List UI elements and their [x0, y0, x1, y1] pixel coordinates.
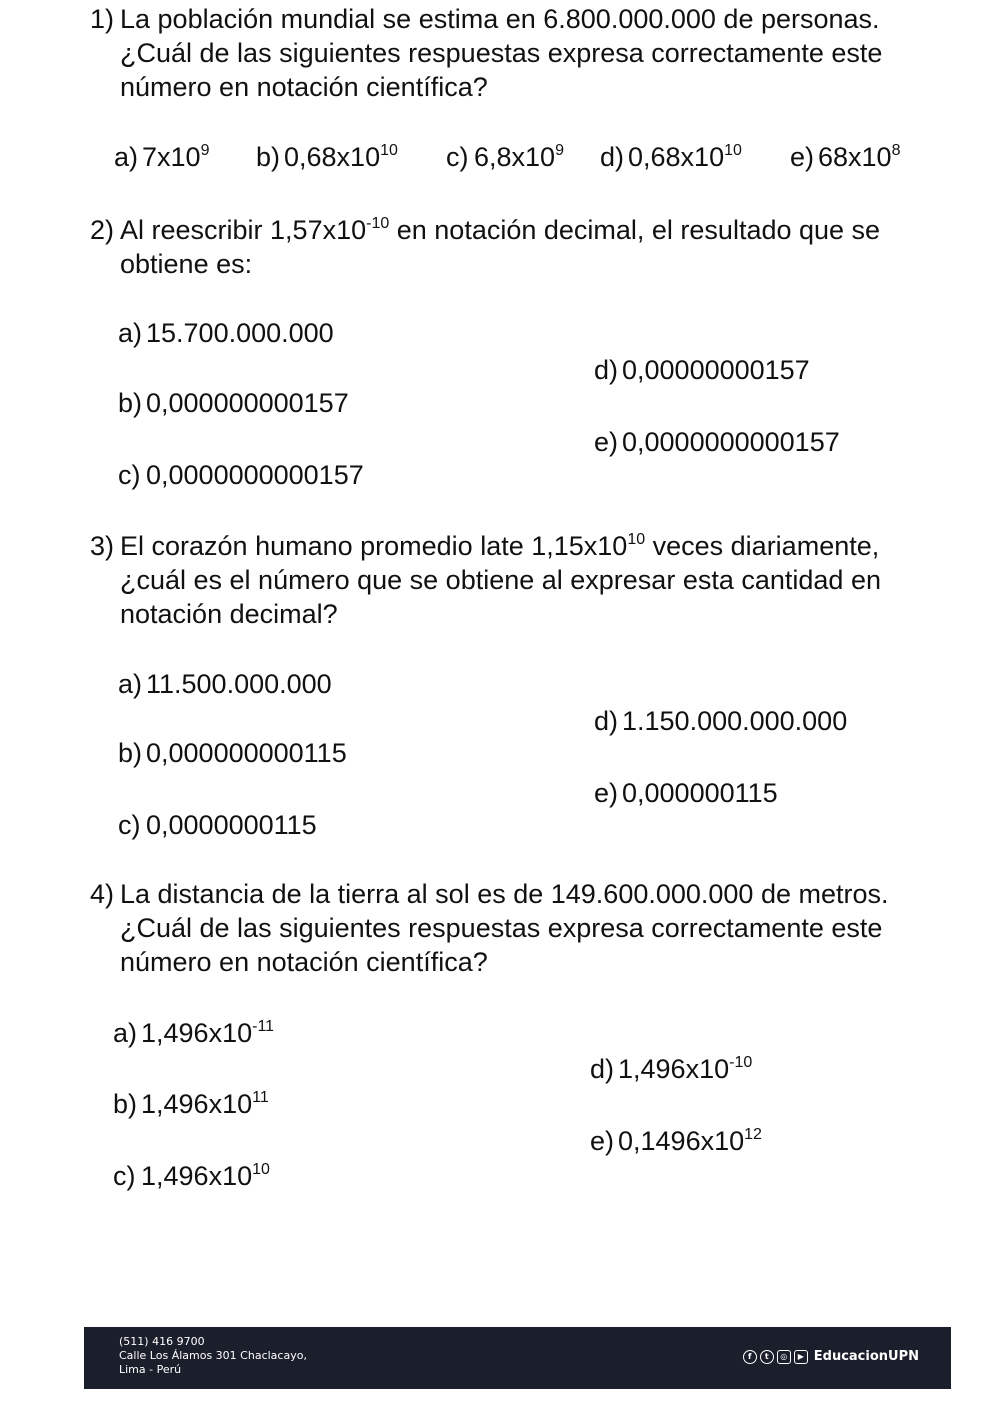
q1-option-c[interactable]: c) $6,8x10^9$ — [446, 142, 564, 172]
q3-option-a[interactable]: a) 11.500.000.000 — [118, 669, 332, 699]
instagram-icon[interactable]: ◎ — [777, 1350, 791, 1364]
question-1 — [90, 2, 950, 104]
q3-option-c[interactable]: c) 0,0000000115 — [118, 810, 317, 840]
q3-option-d[interactable]: d) 1.150.000.000.000 — [594, 706, 848, 736]
question-4 — [90, 877, 950, 979]
question-number: 4) — [90, 879, 115, 909]
question-number: 2) — [90, 215, 115, 245]
footer-contact — [119, 1335, 307, 1377]
q4-option-c[interactable]: c) $1,496x10^{10}$ — [113, 1161, 270, 1191]
question-2 — [90, 213, 950, 281]
q2-option-c[interactable]: c) 0,0000000000157 — [118, 460, 364, 490]
q4-option-e[interactable]: e) $0,1496x10^{12}$ — [590, 1126, 762, 1156]
footer-social — [743, 1349, 919, 1364]
question-text: Al reescribir $1,57x10^{-10}$ en notación decimal, el resultado que se obtiene es: — [120, 215, 881, 279]
q2-option-e[interactable]: e) 0,0000000000157 — [594, 427, 840, 457]
q4-option-d[interactable]: d) $1,496x10^{-10}$ — [590, 1054, 753, 1084]
facebook-icon[interactable]: f — [743, 1350, 757, 1364]
q1-option-e[interactable]: e) $68x10^8$ — [790, 142, 901, 172]
q3-option-b[interactable]: b) 0,000000000115 — [118, 738, 347, 768]
q4-option-b[interactable]: b) $1,496x10^{11}$ — [113, 1089, 269, 1119]
question-number: 3) — [90, 531, 115, 561]
twitter-icon[interactable]: t — [760, 1350, 774, 1364]
footer-city: Lima - Perú — [119, 1363, 182, 1376]
question-text: La distancia de la tierra al sol es de 149.600.000.000 de metros. ¿Cuál de las siguientes respuestas expresa correctamente este número en notación científica? — [120, 879, 889, 977]
q2-option-d[interactable]: d) 0,00000000157 — [594, 355, 810, 385]
question-number: 1) — [90, 4, 115, 34]
q1-option-d[interactable]: d) $0,68x10^{10}$ — [600, 142, 742, 172]
brand-name[interactable]: EducacionUPN — [813, 1349, 919, 1364]
footer-phone: (511) 416 9700 — [119, 1335, 205, 1348]
question-3 — [90, 529, 950, 631]
q3-option-e[interactable]: e) 0,000000115 — [594, 778, 778, 808]
q1-option-b[interactable]: b) $0,68x10^{10}$ — [256, 142, 398, 172]
question-text: El corazón humano promedio late $1,15x10^{10}$ veces diariamente, ¿cuál es el número que se obtiene al expresar esta cantidad en notación decimal? — [120, 531, 881, 629]
q1-option-a[interactable]: a) $7x10^9$ — [114, 142, 210, 172]
footer-bar — [84, 1327, 951, 1389]
q4-option-a[interactable]: a) $1,496x10^{-11}$ — [113, 1018, 275, 1048]
q2-option-a[interactable]: a) 15.700.000.000 — [118, 318, 334, 348]
question-text: La población mundial se estima en 6.800.000.000 de personas. ¿Cuál de las siguientes respuestas expresa correctamente este número en notación científica? — [120, 4, 883, 102]
q2-option-b[interactable]: b) 0,000000000157 — [118, 388, 349, 418]
youtube-icon[interactable]: ▶ — [794, 1350, 808, 1364]
footer-address: Calle Los Álamos 301 Chaclacayo, — [119, 1349, 307, 1362]
